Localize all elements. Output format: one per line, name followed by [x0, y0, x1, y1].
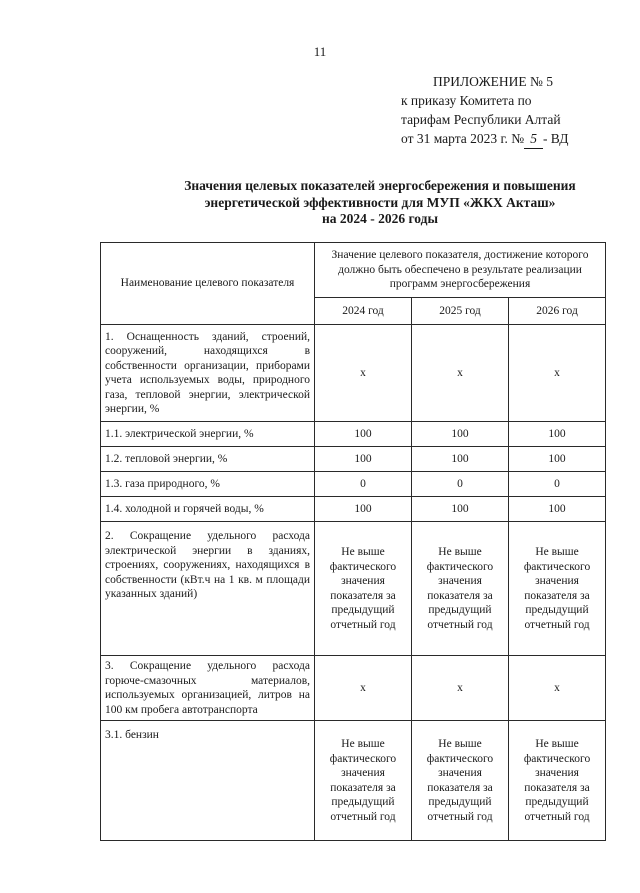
targets-table: [100, 242, 606, 841]
header-indicator-name: Наименование целевого показателя: [101, 243, 315, 325]
appendix-line-1: к приказу Комитета по: [401, 93, 532, 108]
row-value: 100: [315, 447, 412, 472]
row-value: Не выше фактического значения показателя за предыдущий отчетный год: [412, 522, 509, 656]
row-value: 100: [412, 447, 509, 472]
order-number: 5: [524, 129, 543, 149]
header-indicator-value: Значение целевого показателя, достижение которого должно быть обеспечено в результате реализации программ энергосбережения: [315, 243, 606, 298]
table-row: [101, 447, 606, 472]
row-value: x: [509, 656, 606, 721]
year-header: 2024 год: [315, 298, 412, 325]
row-name: 1. Оснащенность зданий, строений, сооружений, находящихся в собственности организации, приборами учета используемых воды, природного газа, тепловой энергии, электрической энергии, %: [101, 325, 315, 422]
table-row: [101, 325, 606, 422]
table-row: [101, 497, 606, 522]
row-value: Не выше фактического значения показателя за предыдущий отчетный год: [509, 522, 606, 656]
row-value: 100: [412, 422, 509, 447]
title-line-2: энергетической эффективности для МУП «ЖКХ Акташ»: [204, 194, 556, 210]
appendix-date-line: [401, 129, 569, 149]
row-value: x: [412, 656, 509, 721]
table-header-row: [101, 243, 606, 298]
table-row: [101, 721, 606, 841]
appendix-header: [401, 72, 569, 149]
title-line-3: на 2024 - 2026 годы: [321, 211, 439, 226]
year-header: 2025 год: [412, 298, 509, 325]
table-row: [101, 422, 606, 447]
row-value: 0: [509, 472, 606, 497]
row-name: 1.2. тепловой энергии, %: [101, 447, 315, 472]
row-value: 0: [412, 472, 509, 497]
row-value: 100: [315, 497, 412, 522]
row-value: x: [315, 325, 412, 422]
row-value: Не выше фактического значения показателя за предыдущий отчетный год: [509, 721, 606, 841]
row-name: 1.1. электрической энергии, %: [101, 422, 315, 447]
row-value: 100: [509, 447, 606, 472]
row-value: 100: [509, 497, 606, 522]
appendix-line-2: тарифам Республики Алтай: [401, 112, 561, 127]
page-number: 11: [313, 44, 327, 59]
table-row: [101, 522, 606, 656]
row-name: 3.1. бензин: [101, 721, 315, 841]
row-name: 1.4. холодной и горячей воды, %: [101, 497, 315, 522]
row-name: 3. Сокращение удельного расхода горюче-смазочных материалов, используемых организацией, литров на 100 км пробега автотранспорта: [101, 656, 315, 721]
table-row: [101, 656, 606, 721]
year-header: 2026 год: [509, 298, 606, 325]
row-value: Не выше фактического значения показателя за предыдущий отчетный год: [412, 721, 509, 841]
row-value: 100: [509, 422, 606, 447]
row-name: 2. Сокращение удельного расхода электрической энергии в зданиях, строениях, сооружениях, находящихся в собственности (кВт.ч на 1 кв. м площади указанных зданий): [101, 522, 315, 656]
table-row: [101, 472, 606, 497]
row-value: x: [315, 656, 412, 721]
row-value: Не выше фактического значения показателя за предыдущий отчетный год: [315, 721, 412, 841]
row-name: 1.3. газа природного, %: [101, 472, 315, 497]
appendix-date-suffix: - ВД: [542, 131, 569, 146]
appendix-date-prefix: от 31 марта 2023 г. №: [401, 131, 525, 146]
document-title: [120, 178, 640, 228]
row-value: 100: [315, 422, 412, 447]
row-value: Не выше фактического значения показателя за предыдущий отчетный год: [315, 522, 412, 656]
appendix-title: ПРИЛОЖЕНИЕ № 5: [433, 74, 554, 89]
row-value: x: [412, 325, 509, 422]
row-value: 100: [412, 497, 509, 522]
title-line-1: Значения целевых показателей энергосбережения и повышения: [184, 178, 576, 193]
row-value: x: [509, 325, 606, 422]
row-value: 0: [315, 472, 412, 497]
